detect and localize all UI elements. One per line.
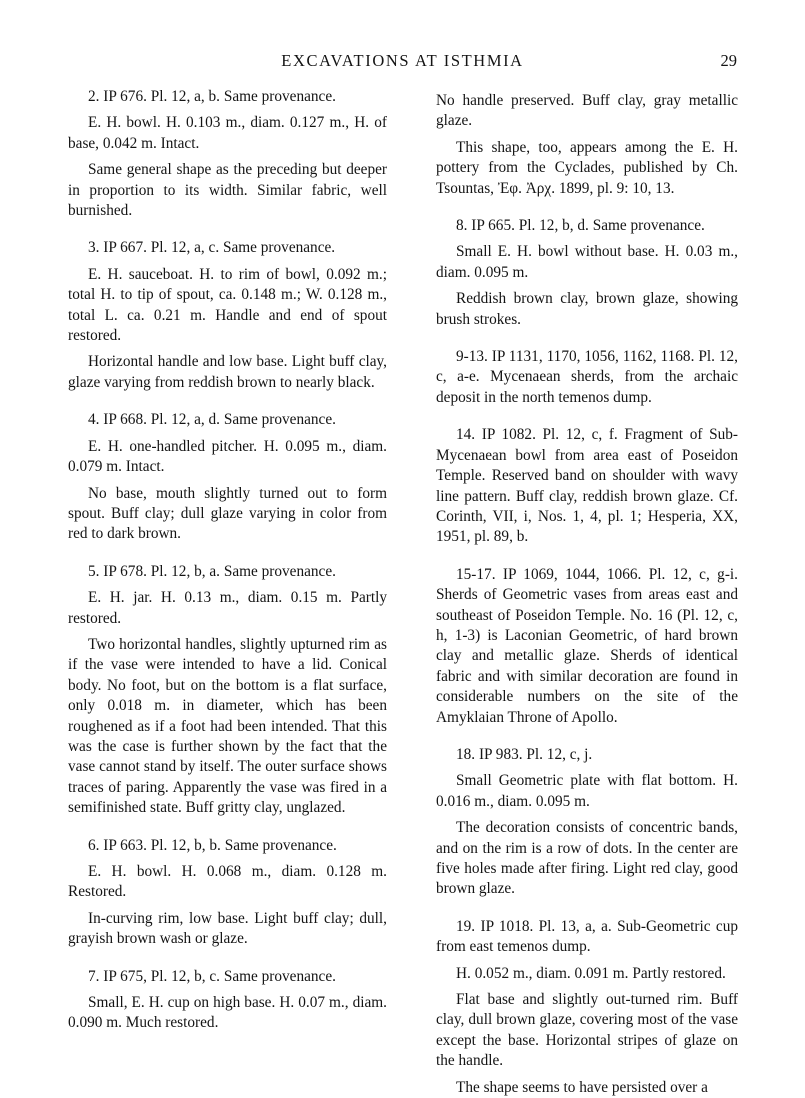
catalog-entry-text: H. 0.052 m., diam. 0.091 m. Partly restored.: [456, 964, 726, 982]
catalog-entry-text: Small, E. H. cup on high base. H. 0.07 m., diam. 0.090 m. Much restored.: [68, 994, 387, 1032]
catalog-entry-text: The shape seems to have persisted over a: [456, 1078, 708, 1096]
catalog-entry-text: Small E. H. bowl without base. H. 0.03 m., diam. 0.095 m.: [436, 243, 738, 281]
catalog-entry-text: Flat base and slightly out-turned rim. Buff clay, dull brown glaze, covering most of the vase except the base. Horizontal stripes of glaze on the handle.: [436, 991, 738, 1070]
catalog-entry-heading: 3. IP 667. Pl. 12, a, c. Same provenance.: [88, 239, 336, 257]
catalog-entry-text: Two horizontal handles, slightly upturned rim as if the vase were intended to have a lid. Conical body. No foot, but on the bottom is a flat surface, only 0.018 m. in diameter, which has been roughened as if a foot had been intended. That this was the case is further shown by the fact that the vase cannot stand by itself. The outer surface shows traces of paring. Apparently the vase was fired in a semifinished state. Buff gritty clay, unglazed.: [68, 635, 387, 817]
catalog-entry-text: Reddish brown clay, brown glaze, showing brush strokes.: [436, 290, 738, 328]
catalog-entry-text: E. H. bowl. H. 0.068 m., diam. 0.128 m. Restored.: [68, 863, 387, 901]
catalog-entry-heading: 19. IP 1018. Pl. 13, a, a. Sub-Geometric cup from east temenos dump.: [436, 917, 738, 956]
catalog-entry-text: Same general shape as the preceding but deeper in proportion to its width. Similar fabric, well burnished.: [68, 161, 387, 220]
catalog-entry-text: The decoration consists of concentric bands, and on the rim is a row of dots. In the center are five holes made after firing. Light red clay, good brown glaze.: [436, 819, 738, 898]
catalog-entry-text: Small Geometric plate with flat bottom. H. 0.016 m., diam. 0.095 m.: [436, 772, 738, 810]
running-header: [0, 51, 805, 73]
catalog-entry-heading: 14. IP 1082. Pl. 12, c, f. Fragment of Sub-Mycenaean bowl from area east of Poseidon Temple. Reserved band on shoulder with wavy line pattern. Buff clay, reddish brown glaze. Cf. Corinth, VII, i, Nos. 1, 4, pl. 1; Hesperia, XX, 1951, pl. 89, b.: [436, 426, 738, 546]
catalog-entry-text: This shape, too, appears among the E. H. pottery from the Cyclades, published by Ch. Tsountas, Ἐφ. Ἀρχ. 1899, pl. 9: 10, 13.: [436, 138, 738, 197]
catalog-entry-heading: 8. IP 665. Pl. 12, b, d. Same provenance.: [456, 217, 705, 235]
running-title: EXCAVATIONS AT ISTHMIA: [281, 51, 524, 70]
catalog-entry-heading: 18. IP 983. Pl. 12, c, j.: [456, 745, 593, 763]
catalog-entry-text: No base, mouth slightly turned out to form spout. Buff clay; dull glaze varying in color from red to dark brown.: [68, 484, 387, 543]
catalog-entry-text: E. H. one-handled pitcher. H. 0.095 m., diam. 0.079 m. Intact.: [68, 437, 387, 476]
catalog-entry-text: In-curving rim, low base. Light buff clay; dull, grayish brown wash or glaze.: [68, 909, 387, 948]
catalog-entry-heading: 4. IP 668. Pl. 12, a, d. Same provenance.: [88, 411, 336, 429]
catalog-entry-text: E. H. sauceboat. H. to rim of bowl, 0.092 m.; total H. to tip of spout, ca. 0.148 m.; W. 0.128 m., total L. ca. 0.21 m. Handle and end of spout restored.: [68, 265, 387, 345]
catalog-entry-heading: 5. IP 678. Pl. 12, b, a. Same provenance.: [88, 562, 336, 580]
catalog-entry-heading: 9-13. IP 1131, 1170, 1056, 1162, 1168. Pl. 12, c, a-e. Mycenaean sherds, from the archaic deposit in the north temenos dump.: [436, 348, 738, 406]
catalog-entry-heading: 2. IP 676. Pl. 12, a, b. Same provenance.: [88, 88, 336, 105]
catalog-entry-heading: 7. IP 675, Pl. 12, b, c. Same provenance.: [88, 967, 336, 985]
right-column: [436, 91, 738, 1098]
page-number: 29: [720, 51, 737, 70]
left-column: [68, 87, 387, 1034]
catalog-entry-text: E. H. jar. H. 0.13 m., diam. 0.15 m. Partly restored.: [68, 589, 387, 627]
catalog-entry-text: No handle preserved. Buff clay, gray metallic glaze.: [436, 92, 738, 130]
catalog-entry-heading: 15-17. IP 1069, 1044, 1066. Pl. 12, c, g-i. Sherds of Geometric vases from areas east and southeast of Poseidon Temple. No. 16 (Pl. 12, c, h, 1-3) is Laconian Geometric, of hard brown clay and metallic glaze. Sherds of identical fabric and with similar decoration are found in considerable numbers on the site of the Amyklaian Throne of Apollo.: [436, 565, 738, 726]
catalog-entry-heading: 6. IP 663. Pl. 12, b, b. Same provenance.: [88, 836, 337, 854]
catalog-entry-text: Horizontal handle and low base. Light buff clay, glaze varying from reddish brown to nearly black.: [68, 353, 387, 391]
catalog-entry-text: E. H. bowl. H. 0.103 m., diam. 0.127 m., H. of base, 0.042 m. Intact.: [68, 114, 387, 152]
